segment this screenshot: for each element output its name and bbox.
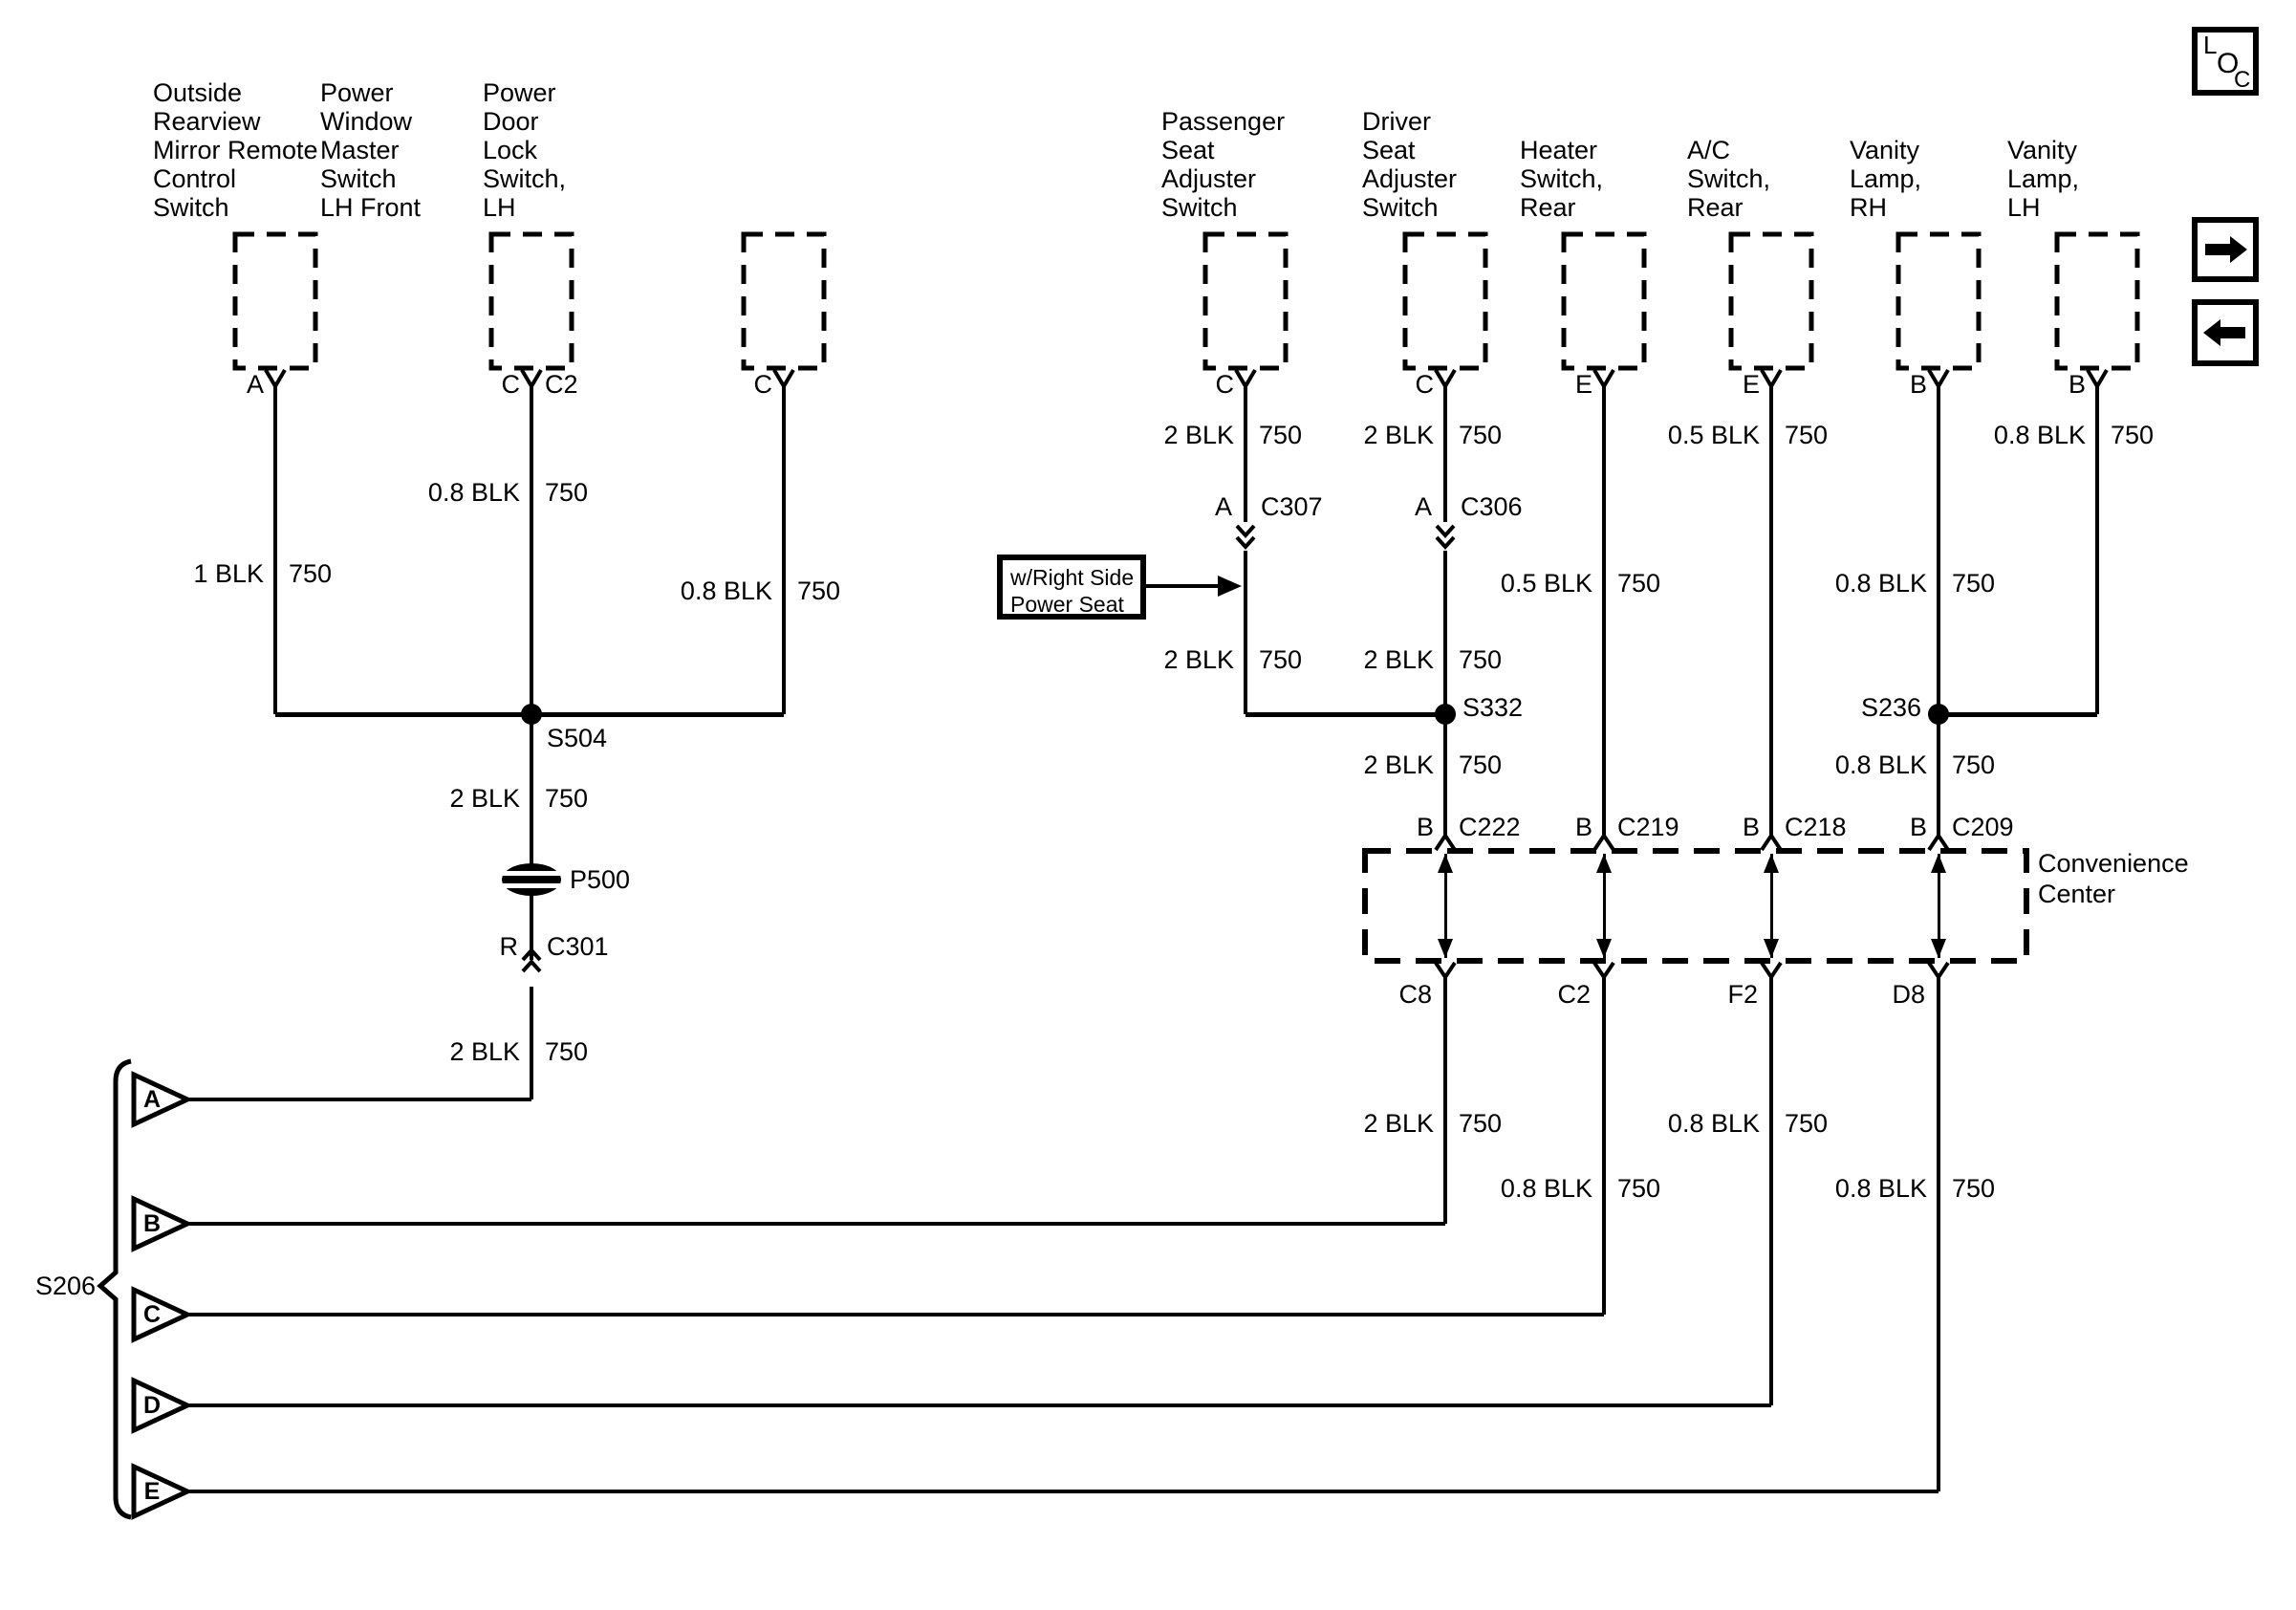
component-name-door: Switch, [483, 164, 567, 193]
component-name-vanity_lh: LH [2007, 193, 2041, 222]
pin-letter: A [246, 370, 264, 399]
component-name-mirror: Mirror Remote [153, 136, 318, 164]
wire-gauge-label: 0.8 BLK [1667, 1109, 1760, 1138]
splice-dot-S332 [1435, 704, 1456, 725]
pin-letter: C [1215, 370, 1234, 399]
pin-fork-icon [2088, 370, 2107, 386]
component-name-window: Switch [320, 164, 397, 193]
wire-gauge-label: 2 BLK [1163, 421, 1234, 449]
component-name-passenger: Switch [1161, 193, 1238, 222]
s206-brace-icon [100, 1061, 131, 1517]
pin-letter: C [501, 370, 520, 399]
cc-through-wire [1938, 854, 1940, 958]
pin-letter: E [1742, 370, 1760, 399]
wire-gauge-label: 2 BLK [1363, 1109, 1434, 1138]
previous-page-button[interactable] [2192, 299, 2259, 366]
wire-circuit-label: 750 [1952, 751, 1996, 779]
component-name-window: LH Front [320, 193, 422, 222]
wire-gauge-label: 0.8 BLK [1993, 421, 2086, 449]
wire-circuit-label: 750 [1259, 645, 1303, 674]
wire-gauge-label: 0.5 BLK [1667, 421, 1760, 449]
callout-line: w/Right Side [1010, 565, 1135, 590]
wire-circuit-label: 750 [1785, 1109, 1829, 1138]
wire-horizontal [187, 1222, 1445, 1226]
wire-vertical [1937, 386, 1940, 836]
wire-gauge-label: 0.8 BLK [1834, 569, 1927, 598]
splice-pack-label-s206: S206 [34, 1272, 96, 1300]
cc-through-wire [1603, 854, 1606, 958]
component-name-mirror: Switch [153, 193, 229, 222]
pin-letter: E [1574, 370, 1592, 399]
component-box-heater [1564, 234, 1644, 368]
s206-branch-letter: B [142, 1210, 162, 1237]
cc-connector-label: C219 [1617, 813, 1679, 841]
cc-cavity-label: C2 [1557, 980, 1591, 1009]
cc-exit-fork-icon [1929, 963, 1948, 977]
cc-through-wire [1770, 854, 1773, 958]
inline-connector-chevron-icon [523, 962, 540, 971]
cc-exit-fork-icon [1762, 963, 1781, 977]
wire-gauge-label: 0.8 BLK [1834, 751, 1927, 779]
wire-vertical [530, 386, 533, 865]
component-box-window [491, 234, 572, 368]
splice-bus-s236 [1939, 712, 2097, 717]
cc-cavity-label: C8 [1398, 980, 1432, 1009]
wire-gauge-label: 0.5 BLK [1500, 569, 1592, 598]
component-name-mirror: Rearview [153, 107, 261, 136]
component-box-passenger [1205, 234, 1286, 368]
callout-arrow-shaft [1146, 584, 1225, 588]
component-name-door: Lock [483, 136, 538, 164]
component-name-passenger: Seat [1161, 136, 1215, 164]
component-name-vanity_rh: Vanity [1850, 136, 1920, 164]
convenience-center-label: Convenience [2038, 849, 2189, 878]
wire-circuit-label: 750 [545, 478, 589, 507]
splice-label-s236: S236 [1860, 693, 1921, 722]
wire-gauge-label: 0.8 BLK [427, 478, 520, 507]
component-name-driver: Seat [1362, 136, 1416, 164]
grommet-label-p500: P500 [570, 865, 631, 894]
inline-connector-chevron-icon [1437, 526, 1454, 535]
wire-circuit-label: 750 [1952, 569, 1996, 598]
inline-pin-letter: R [499, 932, 518, 961]
wire-vertical [782, 386, 786, 714]
wire-circuit-label: 750 [289, 559, 333, 588]
component-box-ac [1731, 234, 1811, 368]
cc-pin-letter: B [1416, 813, 1434, 841]
grommet-stripe [501, 871, 562, 876]
inline-connector-label-c301: C301 [547, 932, 609, 961]
component-box-mirror [235, 234, 315, 368]
component-name-mirror: Outside [153, 78, 243, 107]
wire-gauge-label: 0.8 BLK [680, 577, 772, 605]
wire-circuit-label: 750 [797, 577, 841, 605]
wire-gauge-label: 0.8 BLK [1500, 1174, 1592, 1203]
wire-circuit-label: 750 [1785, 421, 1829, 449]
inline-pin-letter: A [1214, 492, 1232, 521]
cc-pin-letter: B [1909, 813, 1927, 841]
convenience-center-box [1365, 851, 2026, 961]
cc-pin-letter: B [1742, 813, 1760, 841]
wire-circuit-label: 750 [1617, 569, 1661, 598]
component-name-ac: Rear [1687, 193, 1744, 222]
cc-cavity-label: D8 [1892, 980, 1925, 1009]
cc-cavity-label: F2 [1727, 980, 1758, 1009]
cc-through-wire [1444, 854, 1447, 958]
wire-circuit-label: 750 [545, 1037, 589, 1066]
component-name-door: Door [483, 107, 539, 136]
component-name-door: Power [483, 78, 556, 107]
component-name-passenger: Passenger [1161, 107, 1286, 136]
wire-gauge-label: 2 BLK [449, 1037, 520, 1066]
component-name-window: Window [320, 107, 413, 136]
wire-vertical [1937, 977, 1940, 1491]
component-name-vanity_rh: RH [1850, 193, 1887, 222]
callout-right-side-power-seat [997, 555, 1146, 620]
grommet-stripe [501, 883, 562, 888]
loc-letter: L [2203, 31, 2218, 59]
component-name-heater: Heater [1520, 136, 1598, 164]
wire-circuit-label: 750 [545, 784, 589, 813]
pin-letter: C [1415, 370, 1434, 399]
component-name-door: LH [483, 193, 516, 222]
pin-letter: C [753, 370, 772, 399]
s206-branch-letter: E [143, 1478, 161, 1505]
component-name-mirror: Control [153, 164, 237, 193]
component-name-driver: Adjuster [1362, 164, 1458, 193]
component-box-driver [1405, 234, 1485, 368]
wire-horizontal [187, 1313, 1604, 1316]
component-name-heater: Rear [1520, 193, 1576, 222]
splice-dot-S236 [1928, 704, 1949, 725]
wire-gauge-label: 2 BLK [1363, 751, 1434, 779]
component-name-vanity_lh: Lamp, [2007, 164, 2080, 193]
cc-pin-letter: B [1574, 813, 1592, 841]
wire-gauge-label: 2 BLK [449, 784, 520, 813]
convenience-center-label: Center [2038, 880, 2116, 908]
pin-letter: B [2068, 370, 2086, 399]
component-name-vanity_lh: Vanity [2007, 136, 2078, 164]
splice-dot-S504 [521, 704, 542, 725]
wire-vertical [1244, 551, 1247, 714]
component-name-window: Power [320, 78, 394, 107]
cc-exit-fork-icon [1594, 963, 1614, 977]
wire-gauge-label: 2 BLK [1163, 645, 1234, 674]
wire-vertical [530, 894, 533, 960]
component-name-driver: Driver [1362, 107, 1431, 136]
wire-circuit-label: 750 [1459, 1109, 1503, 1138]
wire-vertical [1602, 977, 1606, 1315]
loc-letter: O [2217, 48, 2240, 79]
component-name-driver: Switch [1362, 193, 1439, 222]
component-name-passenger: Adjuster [1161, 164, 1257, 193]
wire-gauge-label: 2 BLK [1363, 421, 1434, 449]
component-name-window: Master [320, 136, 400, 164]
cc-exit-fork-icon [1436, 963, 1455, 977]
inline-connector-chevron-icon [1237, 537, 1254, 547]
component-name-vanity_rh: Lamp, [1850, 164, 1922, 193]
splice-label-s504: S504 [547, 724, 608, 752]
loc-button[interactable] [2192, 27, 2259, 96]
s206-branch-letter: D [142, 1392, 162, 1419]
splice-bus-s332 [1245, 712, 1445, 717]
component-name-ac: Switch, [1687, 164, 1771, 193]
wire-circuit-label: 750 [2111, 421, 2155, 449]
right-arrow-icon [2198, 223, 2253, 276]
left-arrow-icon [2198, 305, 2253, 360]
inline-connector-label-c306: C306 [1461, 492, 1523, 521]
wire-vertical [273, 386, 277, 714]
cc-connector-label: C209 [1952, 813, 2014, 841]
loc-letter: C [2234, 67, 2251, 93]
splice-label-s332: S332 [1462, 693, 1524, 722]
wire-vertical [530, 987, 533, 1099]
wire-circuit-label: 750 [1617, 1174, 1661, 1203]
callout-line: Power Seat [1010, 592, 1124, 617]
cc-connector-label: C218 [1785, 813, 1847, 841]
pin-letter: B [1909, 370, 1927, 399]
wire-circuit-label: 750 [1459, 645, 1503, 674]
wire-horizontal [187, 1403, 1771, 1407]
wire-circuit-label: 750 [1459, 421, 1503, 449]
inline-connector-chevron-icon [1237, 526, 1254, 535]
cc-connector-label: C222 [1459, 813, 1521, 841]
wire-gauge-label: 1 BLK [193, 559, 264, 588]
wire-circuit-label: 750 [1952, 1174, 1996, 1203]
inline-connector-label-c307: C307 [1261, 492, 1323, 521]
s206-branch-letter: C [142, 1301, 162, 1328]
component-box-vanity_rh [1898, 234, 1979, 368]
wire-circuit-label: 750 [1259, 421, 1303, 449]
s206-branch-letter: A [142, 1086, 162, 1113]
component-box-door [744, 234, 824, 368]
wire-circuit-label: 750 [1459, 751, 1503, 779]
component-box-vanity_lh [2057, 234, 2137, 368]
wire-horizontal [187, 1098, 531, 1101]
pin-connector-label: C2 [545, 370, 578, 399]
inline-connector-chevron-icon [1437, 537, 1454, 547]
component-name-ac: A/C [1687, 136, 1731, 164]
next-page-button[interactable] [2192, 217, 2259, 282]
wire-vertical [2095, 386, 2099, 714]
wire-horizontal [187, 1490, 1939, 1493]
grommet-p500-icon [502, 863, 561, 896]
inline-pin-letter: A [1414, 492, 1432, 521]
wire-gauge-label: 2 BLK [1363, 645, 1434, 674]
component-name-heater: Switch, [1520, 164, 1604, 193]
wire-gauge-label: 0.8 BLK [1834, 1174, 1927, 1203]
